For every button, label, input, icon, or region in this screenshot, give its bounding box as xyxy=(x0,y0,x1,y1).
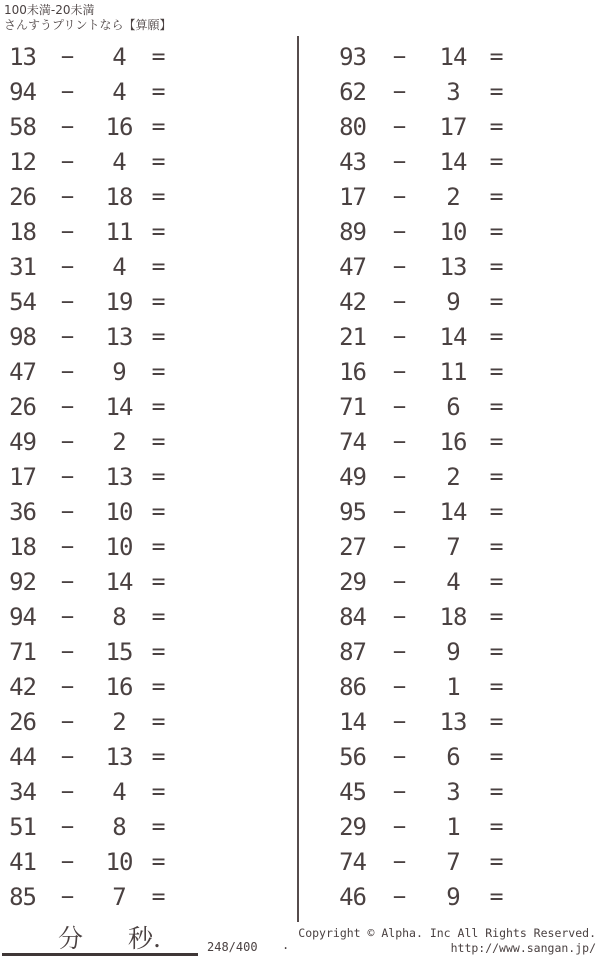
minuend: 74 xyxy=(339,848,366,876)
problem-row xyxy=(2,565,176,600)
minuend: 92 xyxy=(9,568,36,596)
problem-row xyxy=(332,600,518,635)
problem-row xyxy=(332,250,518,285)
equals-sign: = xyxy=(151,149,165,175)
minuend: 98 xyxy=(9,323,36,351)
problem-row xyxy=(2,355,176,390)
minuend: 74 xyxy=(339,428,366,456)
minus-sign: − xyxy=(392,500,406,525)
minuend: 41 xyxy=(9,848,36,876)
subtrahend: 8 xyxy=(112,603,126,631)
subtrahend: 11 xyxy=(105,218,133,246)
problem-row xyxy=(332,285,518,320)
minuend: 26 xyxy=(9,708,36,736)
subtrahend: 9 xyxy=(112,358,126,386)
problem-row xyxy=(332,705,518,740)
subtrahend: 13 xyxy=(439,253,467,281)
problem-row xyxy=(332,775,518,810)
copyright-notice xyxy=(298,926,596,955)
site-label: さんすうプリントなら【算願】 xyxy=(4,18,172,32)
equals-sign: = xyxy=(489,884,503,910)
problem-row xyxy=(332,845,518,880)
subtrahend: 9 xyxy=(446,288,460,316)
subtrahend: 3 xyxy=(446,78,460,106)
equals-sign: = xyxy=(151,884,165,910)
minus-sign: − xyxy=(392,780,406,805)
site-url: http://www.sangan.jp/ xyxy=(450,941,596,955)
subtrahend: 13 xyxy=(105,743,133,771)
minus-sign: − xyxy=(392,80,406,105)
minus-sign: − xyxy=(392,325,406,350)
subtrahend: 4 xyxy=(112,778,126,806)
minuend: 85 xyxy=(9,883,36,911)
minus-sign: − xyxy=(60,500,74,525)
minus-sign: − xyxy=(60,815,74,840)
subtrahend: 2 xyxy=(112,708,126,736)
minus-sign: − xyxy=(392,535,406,560)
minuend: 94 xyxy=(9,603,36,631)
equals-sign: = xyxy=(151,779,165,805)
minuend: 49 xyxy=(9,428,36,456)
equals-sign: = xyxy=(489,114,503,140)
problem-row xyxy=(332,180,518,215)
equals-sign: = xyxy=(151,709,165,735)
equals-sign: = xyxy=(151,44,165,70)
minus-sign: − xyxy=(392,45,406,70)
minus-sign: − xyxy=(60,220,74,245)
minuend: 26 xyxy=(9,183,36,211)
equals-sign: = xyxy=(489,464,503,490)
subtrahend: 7 xyxy=(446,533,460,561)
minuend: 36 xyxy=(9,498,36,526)
problem-row xyxy=(332,670,518,705)
problem-row xyxy=(2,145,176,180)
minus-sign: − xyxy=(60,290,74,315)
equals-sign: = xyxy=(151,289,165,315)
minus-sign: − xyxy=(60,675,74,700)
minus-sign: − xyxy=(60,80,74,105)
minus-sign: − xyxy=(392,360,406,385)
equals-sign: = xyxy=(151,429,165,455)
equals-sign: = xyxy=(151,639,165,665)
minus-sign: − xyxy=(60,360,74,385)
equals-sign: = xyxy=(151,569,165,595)
minuend: 12 xyxy=(9,148,36,176)
subtrahend: 18 xyxy=(105,183,133,211)
equals-sign: = xyxy=(151,674,165,700)
subtrahend: 7 xyxy=(112,883,126,911)
minuend: 18 xyxy=(9,533,36,561)
equals-sign: = xyxy=(151,114,165,140)
subtrahend: 17 xyxy=(439,113,467,141)
subtrahend: 14 xyxy=(439,498,467,526)
equals-sign: = xyxy=(151,814,165,840)
time-answer-blank xyxy=(2,924,198,956)
problem-row xyxy=(332,215,518,250)
equals-sign: = xyxy=(489,219,503,245)
minus-sign: − xyxy=(392,150,406,175)
problem-row xyxy=(2,285,176,320)
problem-row xyxy=(2,495,176,530)
minuend: 87 xyxy=(339,638,366,666)
equals-sign: = xyxy=(489,744,503,770)
minus-sign: − xyxy=(392,570,406,595)
subtrahend: 3 xyxy=(446,778,460,806)
minuend: 89 xyxy=(339,218,366,246)
subtrahend: 13 xyxy=(439,708,467,736)
equals-sign: = xyxy=(489,429,503,455)
problem-row xyxy=(2,635,176,670)
subtrahend: 16 xyxy=(105,113,133,141)
column-divider xyxy=(297,36,299,922)
minuend: 31 xyxy=(9,253,36,281)
problem-row xyxy=(2,425,176,460)
problem-row xyxy=(332,390,518,425)
subtrahend: 7 xyxy=(446,848,460,876)
minus-sign: − xyxy=(392,115,406,140)
minus-sign: − xyxy=(60,185,74,210)
subtrahend: 4 xyxy=(112,253,126,281)
subtrahend: 9 xyxy=(446,638,460,666)
minus-sign: − xyxy=(392,745,406,770)
minuend: 26 xyxy=(9,393,36,421)
minuend: 21 xyxy=(339,323,366,351)
minus-sign: − xyxy=(60,850,74,875)
equals-sign: = xyxy=(151,79,165,105)
minuend: 45 xyxy=(339,778,366,806)
minus-sign: − xyxy=(392,290,406,315)
minuend: 47 xyxy=(339,253,366,281)
equals-sign: = xyxy=(151,744,165,770)
subtrahend: 13 xyxy=(105,463,133,491)
minuend: 80 xyxy=(339,113,366,141)
problem-row xyxy=(332,495,518,530)
subtrahend: 2 xyxy=(446,183,460,211)
problem-row xyxy=(332,530,518,565)
minus-sign: − xyxy=(392,255,406,280)
subtrahend: 4 xyxy=(112,148,126,176)
minuend: 56 xyxy=(339,743,366,771)
problem-column-right xyxy=(332,40,518,915)
minuend: 34 xyxy=(9,778,36,806)
equals-sign: = xyxy=(151,394,165,420)
minuend: 29 xyxy=(339,568,366,596)
equals-sign: = xyxy=(489,289,503,315)
subtrahend: 11 xyxy=(439,358,467,386)
minuend: 43 xyxy=(339,148,366,176)
minuend: 86 xyxy=(339,673,366,701)
equals-sign: = xyxy=(151,604,165,630)
problem-row xyxy=(332,40,518,75)
range-label: 100未満-20未満 xyxy=(4,3,95,17)
minus-sign: − xyxy=(60,640,74,665)
equals-sign: = xyxy=(489,254,503,280)
subtrahend: 10 xyxy=(105,848,133,876)
equals-sign: = xyxy=(489,44,503,70)
minus-sign: − xyxy=(392,185,406,210)
minuend: 46 xyxy=(339,883,366,911)
minuend: 71 xyxy=(9,638,36,666)
minuend: 93 xyxy=(339,43,366,71)
minuend: 51 xyxy=(9,813,36,841)
problem-row xyxy=(332,320,518,355)
minuend: 29 xyxy=(339,813,366,841)
minuend: 16 xyxy=(339,358,366,386)
seconds-label: 秒. xyxy=(128,924,161,953)
minus-sign: − xyxy=(60,255,74,280)
minus-sign: − xyxy=(392,465,406,490)
minutes-label: 分 xyxy=(58,924,84,953)
subtrahend: 8 xyxy=(112,813,126,841)
minuend: 44 xyxy=(9,743,36,771)
subtrahend: 6 xyxy=(446,743,460,771)
subtrahend: 18 xyxy=(439,603,467,631)
problem-row xyxy=(2,740,176,775)
minus-sign: − xyxy=(392,395,406,420)
subtrahend: 2 xyxy=(446,463,460,491)
subtrahend: 4 xyxy=(112,78,126,106)
minuend: 14 xyxy=(339,708,366,736)
minus-sign: − xyxy=(60,570,74,595)
equals-sign: = xyxy=(489,709,503,735)
minus-sign: − xyxy=(60,430,74,455)
equals-sign: = xyxy=(151,499,165,525)
problem-row xyxy=(2,250,176,285)
minus-sign: − xyxy=(60,885,74,910)
minuend: 13 xyxy=(9,43,36,71)
minus-sign: − xyxy=(392,885,406,910)
minuend: 71 xyxy=(339,393,366,421)
problem-row xyxy=(2,75,176,110)
subtrahend: 14 xyxy=(105,393,133,421)
subtrahend: 1 xyxy=(446,813,460,841)
equals-sign: = xyxy=(489,79,503,105)
problem-row xyxy=(2,810,176,845)
minus-sign: − xyxy=(60,465,74,490)
equals-sign: = xyxy=(151,359,165,385)
minus-sign: − xyxy=(392,605,406,630)
subtrahend: 19 xyxy=(105,288,133,316)
minuend: 18 xyxy=(9,218,36,246)
equals-sign: = xyxy=(489,604,503,630)
equals-sign: = xyxy=(489,674,503,700)
problem-row xyxy=(2,460,176,495)
minus-sign: − xyxy=(60,780,74,805)
equals-sign: = xyxy=(489,814,503,840)
problem-row xyxy=(332,810,518,845)
subtrahend: 2 xyxy=(112,428,126,456)
problem-row xyxy=(332,425,518,460)
minuend: 47 xyxy=(9,358,36,386)
minus-sign: − xyxy=(392,815,406,840)
subtrahend: 13 xyxy=(105,323,133,351)
subtrahend: 10 xyxy=(105,498,133,526)
minus-sign: − xyxy=(392,220,406,245)
problem-row xyxy=(332,740,518,775)
subtrahend: 9 xyxy=(446,883,460,911)
problem-row xyxy=(332,460,518,495)
subtrahend: 4 xyxy=(446,568,460,596)
problem-row xyxy=(2,390,176,425)
subtrahend: 16 xyxy=(105,673,133,701)
minus-sign: − xyxy=(60,395,74,420)
minus-sign: − xyxy=(60,745,74,770)
problem-row xyxy=(332,75,518,110)
minus-sign: − xyxy=(392,710,406,735)
problem-row xyxy=(2,180,176,215)
minus-sign: − xyxy=(60,150,74,175)
equals-sign: = xyxy=(489,569,503,595)
subtrahend: 6 xyxy=(446,393,460,421)
minus-sign: − xyxy=(60,45,74,70)
minuend: 94 xyxy=(9,78,36,106)
copyright-line: Copyright © Alpha. Inc All Rights Reserved. xyxy=(298,926,596,940)
page-count: 248/400 xyxy=(207,940,258,954)
equals-sign: = xyxy=(151,254,165,280)
equals-sign: = xyxy=(489,779,503,805)
minus-sign: − xyxy=(60,710,74,735)
problem-row xyxy=(2,40,176,75)
subtrahend: 15 xyxy=(105,638,133,666)
equals-sign: = xyxy=(489,184,503,210)
problem-row xyxy=(332,145,518,180)
equals-sign: = xyxy=(151,464,165,490)
equals-sign: = xyxy=(489,394,503,420)
equals-sign: = xyxy=(151,534,165,560)
problem-row xyxy=(2,845,176,880)
problem-row xyxy=(2,775,176,810)
problem-row xyxy=(2,880,176,915)
subtrahend: 4 xyxy=(112,43,126,71)
equals-sign: = xyxy=(151,184,165,210)
minus-sign: − xyxy=(392,850,406,875)
equals-sign: = xyxy=(489,499,503,525)
problem-row xyxy=(332,355,518,390)
minuend: 42 xyxy=(9,673,36,701)
problem-row xyxy=(2,320,176,355)
minuend: 17 xyxy=(9,463,36,491)
problem-row xyxy=(332,635,518,670)
minus-sign: − xyxy=(60,605,74,630)
minus-sign: − xyxy=(392,430,406,455)
equals-sign: = xyxy=(489,849,503,875)
subtrahend: 14 xyxy=(105,568,133,596)
problem-row xyxy=(2,705,176,740)
minus-sign: − xyxy=(392,675,406,700)
problem-row xyxy=(332,565,518,600)
minuend: 49 xyxy=(339,463,366,491)
minuend: 27 xyxy=(339,533,366,561)
minus-sign: − xyxy=(60,325,74,350)
problem-row xyxy=(2,110,176,145)
equals-sign: = xyxy=(489,639,503,665)
equals-sign: = xyxy=(489,359,503,385)
minus-sign: − xyxy=(392,640,406,665)
minuend: 42 xyxy=(339,288,366,316)
minuend: 95 xyxy=(339,498,366,526)
minuend: 54 xyxy=(9,288,36,316)
subtrahend: 14 xyxy=(439,148,467,176)
problem-row xyxy=(2,215,176,250)
problem-row xyxy=(332,880,518,915)
subtrahend: 10 xyxy=(105,533,133,561)
equals-sign: = xyxy=(489,534,503,560)
equals-sign: = xyxy=(151,219,165,245)
minuend: 84 xyxy=(339,603,366,631)
problem-row xyxy=(2,670,176,705)
minuend: 62 xyxy=(339,78,366,106)
subtrahend: 14 xyxy=(439,323,467,351)
subtrahend: 1 xyxy=(446,673,460,701)
equals-sign: = xyxy=(489,324,503,350)
subtrahend: 16 xyxy=(439,428,467,456)
problem-column-left xyxy=(2,40,176,915)
minus-sign: − xyxy=(60,115,74,140)
minuend: 58 xyxy=(9,113,36,141)
minuend: 17 xyxy=(339,183,366,211)
equals-sign: = xyxy=(151,849,165,875)
equals-sign: = xyxy=(151,324,165,350)
minus-sign: − xyxy=(60,535,74,560)
subtrahend: 10 xyxy=(439,218,467,246)
page-count-period: . xyxy=(282,938,290,952)
problem-row xyxy=(332,110,518,145)
problem-row xyxy=(2,530,176,565)
subtrahend: 14 xyxy=(439,43,467,71)
worksheet-header xyxy=(4,3,172,33)
problem-row xyxy=(2,600,176,635)
equals-sign: = xyxy=(489,149,503,175)
